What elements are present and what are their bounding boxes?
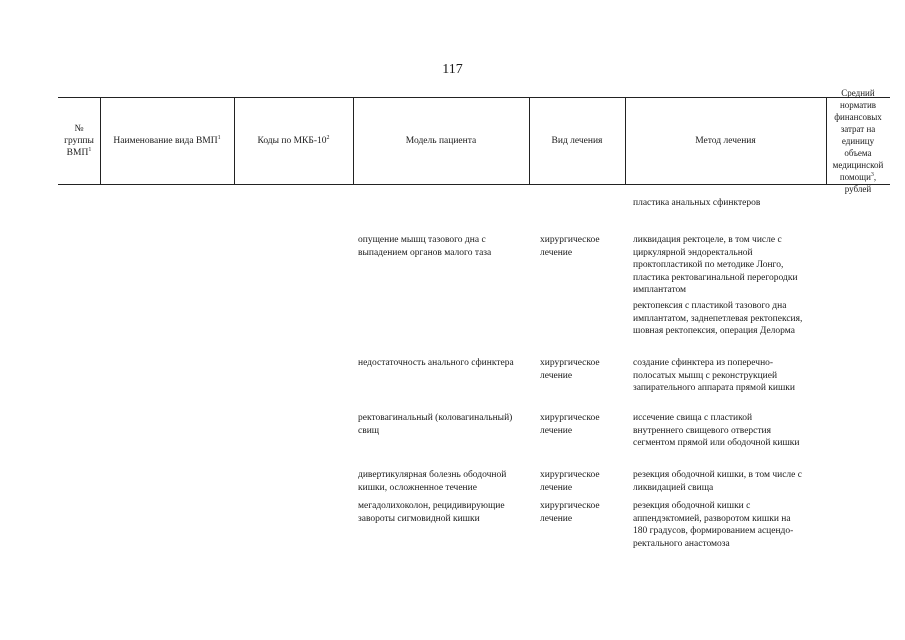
header-cost-norm: Средний норматив финансовых затрат на единицу объема медицинской помощи$^3$, рублей bbox=[832, 88, 884, 194]
header-vmp-name: Наименование вида ВМП$^1$ bbox=[113, 134, 221, 146]
treatment-type-cell: хирургическое лечение bbox=[540, 413, 600, 436]
model-cell: недостаточность анального сфинктера bbox=[358, 358, 514, 368]
model-cell: дивертикулярная болезнь ободочной кишки, осложненное течение bbox=[358, 470, 507, 493]
method-cell: создание сфинктера из поперечно-полосатых мышц с реконструкцией запирательного аппарата прямой кишки bbox=[633, 358, 795, 394]
header-patient-model: Модель пациента bbox=[405, 136, 477, 146]
header-group-no: № группы ВМП$^1$ bbox=[64, 124, 94, 158]
method-cell: ректопексия с пластикой тазового дна имплантатом, заднепетлевая ректопексия, шовная ректопексия, операция Делорма bbox=[633, 301, 803, 337]
table-header bbox=[58, 88, 890, 194]
header-mkb-codes: Коды по МКБ-$10^2$ bbox=[257, 134, 330, 146]
method-cell: резекция ободочной кишки, в том числе с ликвидацией свища bbox=[633, 470, 802, 493]
header-treatment-type: Вид лечения bbox=[551, 136, 603, 146]
page-number: 117 bbox=[442, 62, 463, 77]
model-cell: ректовагинальный (коловагинальный) свищ bbox=[358, 413, 513, 436]
method-cell: пластика анальных сфинктеров bbox=[633, 198, 761, 208]
method-cell: иссечение свища с пластикой внутреннего свищевого отверстия сегментом прямой или ободочной кишки bbox=[633, 413, 800, 449]
method-cell: резекция ободочной кишки с аппендэктомией, разворотом кишки на 180 градусов, формированием асцендо-ректального анастомоза bbox=[633, 501, 794, 549]
treatment-type-cell: хирургическое лечение bbox=[540, 358, 600, 381]
header-treatment-method: Метод лечения bbox=[695, 136, 756, 146]
treatment-type-cell: хирургическое лечение bbox=[540, 235, 600, 258]
treatment-type-cell: хирургическое лечение bbox=[540, 501, 600, 524]
treatment-type-cell: хирургическое лечение bbox=[540, 470, 600, 493]
model-cell: опущение мышц тазового дна с выпадением органов малого таза bbox=[358, 235, 492, 258]
model-cell: мегадолихоколон, рецидивирующие завороты сигмовидной кишки bbox=[358, 501, 505, 524]
method-cell: ликвидация ректоцеле, в том числе с циркулярной эндоректальной проктопластикой по методике Лонго, пластика ректовагинальной перегородки имплантатом bbox=[633, 235, 798, 296]
